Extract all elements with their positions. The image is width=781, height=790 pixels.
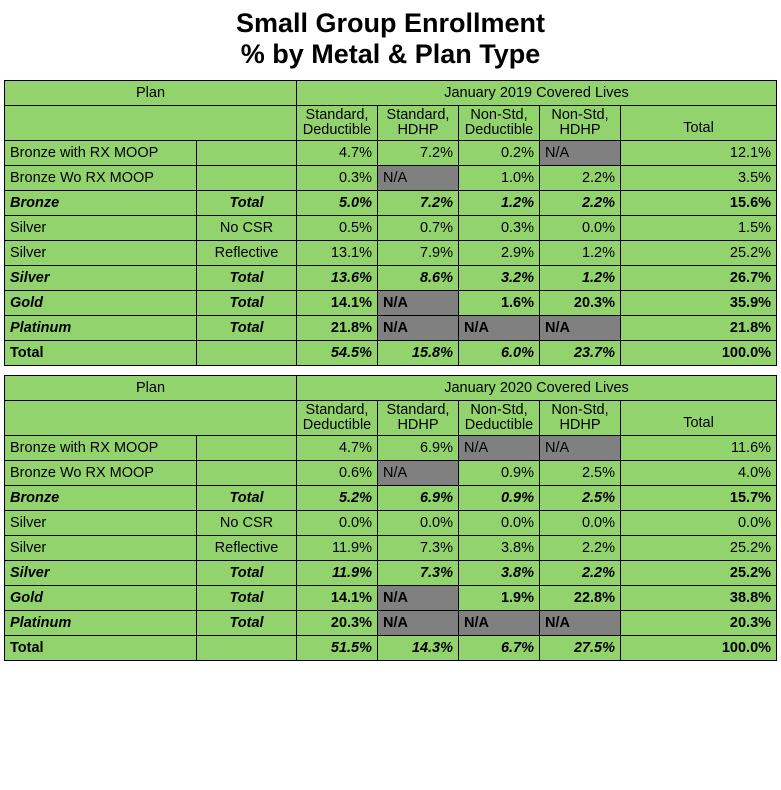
- data-cell: 0.3%: [459, 216, 540, 241]
- row-sublabel: No CSR: [197, 511, 297, 536]
- row-total-cell: 15.6%: [621, 191, 777, 216]
- table-row: [5, 461, 777, 486]
- column-header-line1: Standard,: [386, 107, 450, 123]
- table-row: [5, 141, 777, 166]
- data-cell: 3.8%: [459, 561, 540, 586]
- data-cell: 8.6%: [378, 266, 459, 291]
- data-cell: 1.2%: [459, 191, 540, 216]
- row-total-cell: 11.6%: [621, 436, 777, 461]
- data-cell: 13.1%: [297, 241, 378, 266]
- row-label: Gold: [5, 586, 197, 611]
- title-line-2: % by Metal & Plan Type: [240, 39, 541, 69]
- row-total-cell: 25.2%: [621, 561, 777, 586]
- row-sublabel: [197, 461, 297, 486]
- row-total-cell: 38.8%: [621, 586, 777, 611]
- data-cell: 23.7%: [540, 341, 621, 366]
- table-row: [5, 561, 777, 586]
- data-cell: N/A: [459, 436, 540, 461]
- period-header: January 2019 Covered Lives: [297, 81, 777, 106]
- enrollment-table: [4, 80, 777, 366]
- table-row: [5, 536, 777, 561]
- row-sublabel: [197, 166, 297, 191]
- data-cell: 11.9%: [297, 561, 378, 586]
- data-cell: 2.2%: [540, 166, 621, 191]
- column-header-line1: Standard,: [386, 402, 450, 418]
- column-header-line2: Deductible: [464, 122, 534, 138]
- data-cell: 14.1%: [297, 586, 378, 611]
- row-sublabel: Total: [197, 316, 297, 341]
- row-label: Platinum: [5, 611, 197, 636]
- row-total-cell: 4.0%: [621, 461, 777, 486]
- data-cell: 2.2%: [540, 536, 621, 561]
- row-total-cell: 35.9%: [621, 291, 777, 316]
- table-row: [5, 266, 777, 291]
- data-cell: 5.0%: [297, 191, 378, 216]
- title-line-1: Small Group Enrollment: [235, 8, 546, 38]
- column-header: [459, 401, 540, 436]
- subheader-blank: [5, 106, 297, 141]
- enrollment-table: [4, 375, 777, 661]
- row-total-cell: 25.2%: [621, 241, 777, 266]
- data-cell: N/A: [378, 461, 459, 486]
- data-cell: N/A: [540, 436, 621, 461]
- column-header-line1: Non-Std,: [470, 107, 528, 123]
- row-total-cell: 15.7%: [621, 486, 777, 511]
- column-header-line1: Non-Std,: [470, 402, 528, 418]
- row-label: Gold: [5, 291, 197, 316]
- data-cell: N/A: [459, 316, 540, 341]
- data-cell: N/A: [378, 166, 459, 191]
- row-sublabel: Total: [197, 291, 297, 316]
- data-cell: 0.7%: [378, 216, 459, 241]
- data-cell: 27.5%: [540, 636, 621, 661]
- row-label: Bronze: [5, 486, 197, 511]
- tables-container: [0, 80, 781, 661]
- row-label: Silver: [5, 216, 197, 241]
- data-cell: 5.2%: [297, 486, 378, 511]
- row-label: Silver: [5, 561, 197, 586]
- data-cell: 6.7%: [459, 636, 540, 661]
- column-header: [540, 106, 621, 141]
- row-total-cell: 1.5%: [621, 216, 777, 241]
- table-subheader-row: [5, 401, 777, 436]
- row-sublabel: [197, 341, 297, 366]
- table-row: [5, 166, 777, 191]
- column-header-line1: Standard,: [305, 107, 369, 123]
- table-row: [5, 586, 777, 611]
- row-sublabel: Total: [197, 486, 297, 511]
- column-header-line1: Standard,: [305, 402, 369, 418]
- row-label: Bronze Wo RX MOOP: [5, 461, 197, 486]
- table-row: [5, 216, 777, 241]
- data-cell: 4.7%: [297, 436, 378, 461]
- row-label: Bronze with RX MOOP: [5, 141, 197, 166]
- table-row: [5, 241, 777, 266]
- row-label: Silver: [5, 536, 197, 561]
- column-header-line2: HDHP: [397, 417, 439, 433]
- data-cell: 7.2%: [378, 191, 459, 216]
- data-cell: 6.9%: [378, 486, 459, 511]
- row-label: Platinum: [5, 316, 197, 341]
- data-cell: N/A: [378, 586, 459, 611]
- row-total-cell: 20.3%: [621, 611, 777, 636]
- data-cell: 20.3%: [297, 611, 378, 636]
- data-cell: 3.8%: [459, 536, 540, 561]
- table-header-row: [5, 81, 777, 106]
- column-header: [297, 401, 378, 436]
- column-header-line2: HDHP: [559, 417, 601, 433]
- data-cell: 1.2%: [540, 266, 621, 291]
- data-cell: 2.5%: [540, 461, 621, 486]
- row-sublabel: No CSR: [197, 216, 297, 241]
- data-cell: N/A: [540, 141, 621, 166]
- table-subheader-row: [5, 106, 777, 141]
- total-column-header: Total: [621, 106, 777, 141]
- data-cell: 0.9%: [459, 486, 540, 511]
- row-label: Total: [5, 636, 197, 661]
- data-cell: 6.0%: [459, 341, 540, 366]
- data-cell: 7.3%: [378, 536, 459, 561]
- data-cell: 0.2%: [459, 141, 540, 166]
- subheader-blank: [5, 401, 297, 436]
- data-cell: N/A: [540, 611, 621, 636]
- column-header-line1: Non-Std,: [551, 402, 609, 418]
- row-label: Bronze Wo RX MOOP: [5, 166, 197, 191]
- row-label: Silver: [5, 241, 197, 266]
- column-header: [459, 106, 540, 141]
- data-cell: N/A: [459, 611, 540, 636]
- total-column-header: Total: [621, 401, 777, 436]
- data-cell: 11.9%: [297, 536, 378, 561]
- data-cell: 7.3%: [378, 561, 459, 586]
- data-cell: N/A: [378, 291, 459, 316]
- column-header-line2: Deductible: [302, 122, 372, 138]
- data-cell: 1.2%: [540, 241, 621, 266]
- row-sublabel: Reflective: [197, 536, 297, 561]
- row-sublabel: Total: [197, 191, 297, 216]
- column-header: [540, 401, 621, 436]
- table-row: [5, 341, 777, 366]
- data-cell: 20.3%: [540, 291, 621, 316]
- column-header: [297, 106, 378, 141]
- data-cell: 3.2%: [459, 266, 540, 291]
- row-sublabel: [197, 636, 297, 661]
- data-cell: 2.2%: [540, 191, 621, 216]
- table-row: [5, 316, 777, 341]
- table-row: [5, 636, 777, 661]
- column-header-line1: Non-Std,: [551, 107, 609, 123]
- column-header: [378, 106, 459, 141]
- data-cell: N/A: [540, 316, 621, 341]
- row-sublabel: Total: [197, 611, 297, 636]
- table-row: [5, 191, 777, 216]
- column-header: [378, 401, 459, 436]
- row-label: Silver: [5, 511, 197, 536]
- row-label: Silver: [5, 266, 197, 291]
- data-cell: 0.0%: [540, 216, 621, 241]
- plan-header: Plan: [5, 81, 297, 106]
- page-title: [0, 0, 781, 70]
- table-row: [5, 486, 777, 511]
- data-cell: 0.9%: [459, 461, 540, 486]
- row-total-cell: 25.2%: [621, 536, 777, 561]
- column-header-line2: HDHP: [559, 122, 601, 138]
- data-cell: 14.3%: [378, 636, 459, 661]
- data-cell: N/A: [378, 316, 459, 341]
- data-cell: 2.9%: [459, 241, 540, 266]
- row-total-cell: 100.0%: [621, 636, 777, 661]
- data-cell: 13.6%: [297, 266, 378, 291]
- row-label: Bronze with RX MOOP: [5, 436, 197, 461]
- column-header-line2: HDHP: [397, 122, 439, 138]
- row-sublabel: Total: [197, 266, 297, 291]
- data-cell: N/A: [378, 611, 459, 636]
- table-row: [5, 611, 777, 636]
- row-total-cell: 12.1%: [621, 141, 777, 166]
- data-cell: 6.9%: [378, 436, 459, 461]
- data-cell: 22.8%: [540, 586, 621, 611]
- row-total-cell: 100.0%: [621, 341, 777, 366]
- row-sublabel: Total: [197, 561, 297, 586]
- data-cell: 2.5%: [540, 486, 621, 511]
- period-header: January 2020 Covered Lives: [297, 376, 777, 401]
- data-cell: 14.1%: [297, 291, 378, 316]
- data-cell: 54.5%: [297, 341, 378, 366]
- data-cell: 4.7%: [297, 141, 378, 166]
- data-cell: 51.5%: [297, 636, 378, 661]
- row-label: Total: [5, 341, 197, 366]
- plan-header: Plan: [5, 376, 297, 401]
- data-cell: 0.0%: [540, 511, 621, 536]
- row-total-cell: 26.7%: [621, 266, 777, 291]
- data-cell: 0.0%: [297, 511, 378, 536]
- column-header-line2: Deductible: [302, 417, 372, 433]
- data-cell: 0.0%: [378, 511, 459, 536]
- table-row: [5, 291, 777, 316]
- data-cell: 0.5%: [297, 216, 378, 241]
- row-label: Bronze: [5, 191, 197, 216]
- data-cell: 1.0%: [459, 166, 540, 191]
- data-cell: 1.6%: [459, 291, 540, 316]
- row-sublabel: Reflective: [197, 241, 297, 266]
- data-cell: 1.9%: [459, 586, 540, 611]
- data-cell: 15.8%: [378, 341, 459, 366]
- data-cell: 0.0%: [459, 511, 540, 536]
- row-sublabel: Total: [197, 586, 297, 611]
- table-row: [5, 436, 777, 461]
- data-cell: 0.3%: [297, 166, 378, 191]
- table-row: [5, 511, 777, 536]
- column-header-line2: Deductible: [464, 417, 534, 433]
- row-total-cell: 21.8%: [621, 316, 777, 341]
- data-cell: 7.9%: [378, 241, 459, 266]
- row-sublabel: [197, 141, 297, 166]
- data-cell: 0.6%: [297, 461, 378, 486]
- table-header-row: [5, 376, 777, 401]
- row-total-cell: 3.5%: [621, 166, 777, 191]
- data-cell: 2.2%: [540, 561, 621, 586]
- row-sublabel: [197, 436, 297, 461]
- data-cell: 7.2%: [378, 141, 459, 166]
- data-cell: 21.8%: [297, 316, 378, 341]
- row-total-cell: 0.0%: [621, 511, 777, 536]
